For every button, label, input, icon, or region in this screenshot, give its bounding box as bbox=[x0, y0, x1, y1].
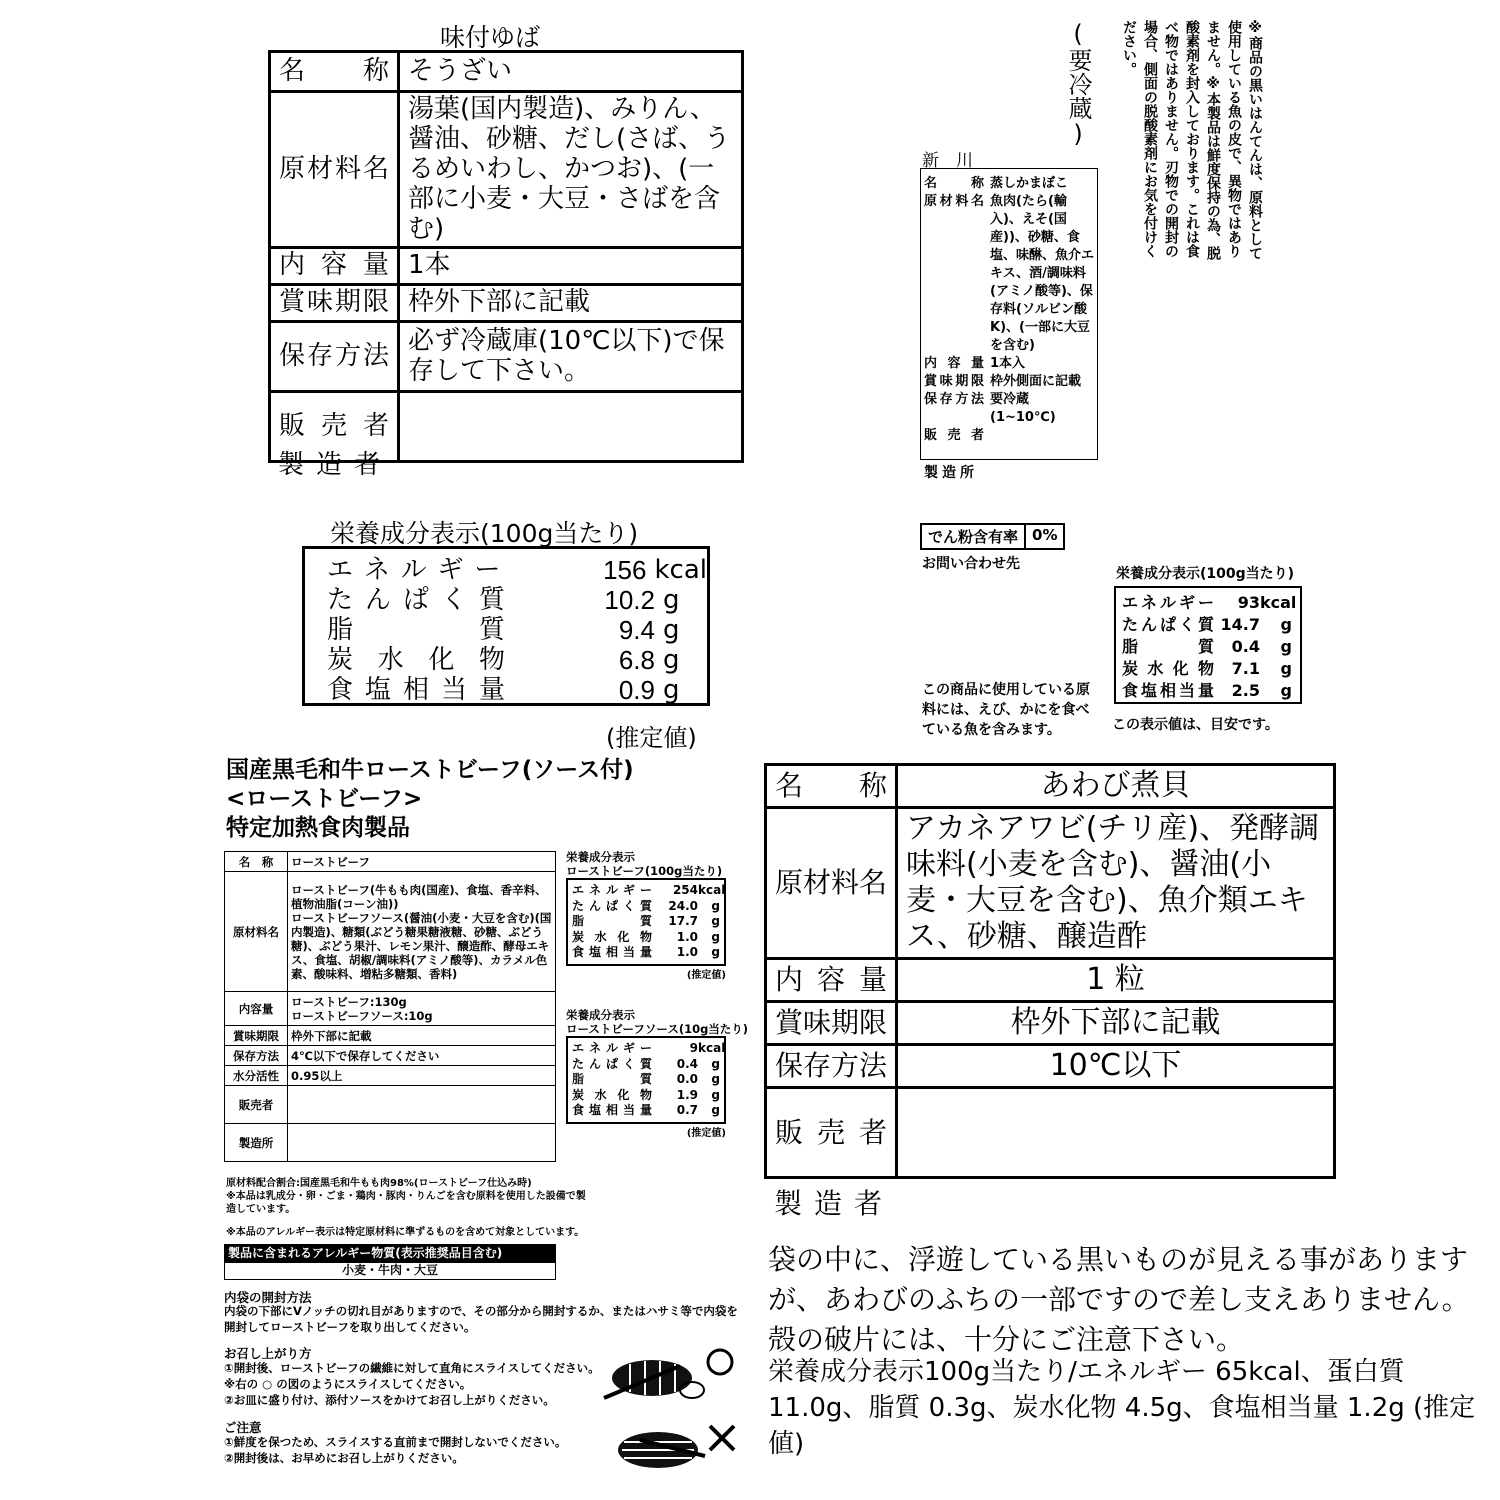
nutrient-unit: g bbox=[711, 1087, 720, 1102]
label-value: 湯葉(国内製造)、みりん、醤油、砂糖、だし(さば、うるめいわし、かつお)、(一部に小麦・大豆・さばを含む) bbox=[399, 92, 743, 248]
nutrient-value: 156 bbox=[603, 555, 647, 585]
label-row bbox=[270, 285, 743, 322]
nutrient-value: 6.8 bbox=[618, 645, 655, 675]
label-value: 要冷蔵(1~10℃) bbox=[990, 392, 1056, 425]
roastbeef-title-line: <ローストビーフ> bbox=[226, 786, 423, 812]
label-row bbox=[225, 992, 556, 1026]
label-key: 内容量 bbox=[270, 248, 399, 285]
label-value: 10℃以下 bbox=[897, 1045, 1335, 1088]
nutrient-value: 0.4 bbox=[1231, 637, 1260, 656]
label-row bbox=[270, 248, 743, 285]
nutrient-name: たんぱく質 bbox=[572, 1056, 652, 1071]
yuba-maker-label: 製造者 bbox=[278, 450, 393, 480]
kamaboko-nutrition-table bbox=[1114, 586, 1302, 704]
nutrition-row bbox=[327, 615, 707, 645]
nutrient-value: 0.0 bbox=[676, 1072, 698, 1086]
nutrition-row bbox=[327, 555, 707, 585]
kamaboko-label-box bbox=[920, 168, 1098, 460]
label-key: 内容量 bbox=[766, 959, 897, 1002]
roastbeef-nutrition-block bbox=[566, 850, 726, 981]
label-row bbox=[766, 1002, 1335, 1045]
nutrition-row bbox=[327, 645, 707, 675]
roastbeef-nutrition-table bbox=[566, 878, 726, 966]
nutrition-row bbox=[1122, 592, 1297, 614]
nutrient-name: 食塩相当量 bbox=[327, 675, 505, 705]
nutrient-name: 炭水化物 bbox=[572, 1087, 652, 1102]
nutrition-row bbox=[1122, 680, 1294, 702]
nutrient-value: 93 bbox=[1237, 593, 1260, 612]
nutrient-value: 254 bbox=[672, 883, 698, 897]
label-row bbox=[924, 175, 1094, 193]
label-value: ローストビーフ(牛もも肉(国産)、食塩、香辛料、植物油脂(コーン油)) ローストビーフソース(醤油(小麦・大豆を含む)(国内製造)、糖類(ぶどう糖果糖液糖、砂糖、ぶどう糖)、ぶどう果汁、レモン果汁、醸造酢、酵母エキス、食塩、胡椒/調味料(アミノ酸等)、カラメル色素、酸味料、増粘多糖類、香料) bbox=[288, 872, 556, 992]
label-key: 販売者 bbox=[924, 428, 984, 443]
nutrition-row bbox=[572, 1088, 720, 1104]
nutrient-unit: g bbox=[1280, 659, 1292, 678]
label-row bbox=[270, 92, 743, 248]
label-value: ローストビーフ bbox=[288, 852, 556, 872]
label-key: 名 称 bbox=[766, 765, 897, 808]
nutrient-name: 食塩相当量 bbox=[572, 945, 652, 959]
kamaboko-display-note: この表示値は、目安です。 bbox=[1112, 717, 1279, 733]
nutrition-row bbox=[572, 883, 726, 899]
nutrition-row bbox=[327, 675, 707, 705]
label-row bbox=[225, 1046, 556, 1066]
kamaboko-brand: 新 川 bbox=[922, 151, 973, 171]
label-value: 枠外下部に記載 bbox=[897, 1002, 1335, 1045]
label-row bbox=[270, 322, 743, 392]
correct-slice-icon bbox=[600, 1346, 740, 1406]
nutrient-unit: g bbox=[663, 645, 680, 675]
nutrition-row bbox=[572, 945, 720, 961]
nutrient-unit: g bbox=[711, 914, 720, 928]
kamaboko-allergy-note: この商品に使用している原料には、えび、かにを食べている魚を含みます。 bbox=[922, 682, 1090, 738]
nutrient-unit: g bbox=[711, 929, 720, 944]
nutrient-unit: g bbox=[663, 675, 680, 705]
label-value: 1本 bbox=[399, 248, 743, 285]
label-key: 保存方法 bbox=[766, 1045, 897, 1088]
open-method-heading: 内袋の開封方法 bbox=[224, 1290, 312, 1305]
nutrient-name: 脂質 bbox=[572, 1072, 652, 1086]
label-row bbox=[766, 1045, 1335, 1088]
nutrient-name: 脂質 bbox=[1122, 637, 1214, 656]
nutrition-row bbox=[1122, 658, 1294, 680]
label-row bbox=[225, 1124, 556, 1162]
nutrition-row bbox=[572, 899, 720, 915]
label-value: アカネアワビ(チリ産)、発酵調味料(小麦を含む)、醤油(小麦・大豆を含む)、魚介類エキス、砂糖、醸造酢 bbox=[897, 808, 1335, 959]
nutrient-unit: g bbox=[1280, 681, 1292, 700]
nutrient-unit: kcal bbox=[1260, 593, 1297, 612]
nutrition-row bbox=[572, 1041, 726, 1057]
nutrient-unit: kcal bbox=[654, 555, 707, 585]
label-value: 枠外下部に記載 bbox=[288, 1026, 556, 1046]
nutrient-name: たんぱく質 bbox=[572, 898, 652, 913]
label-row bbox=[766, 959, 1335, 1002]
kamaboko-starch-box bbox=[920, 523, 1065, 550]
nutrient-name: エネルギー bbox=[572, 1041, 652, 1055]
label-row bbox=[225, 1086, 556, 1124]
sauce-nutrition-block bbox=[566, 1008, 748, 1139]
nutrient-name: 食塩相当量 bbox=[572, 1103, 652, 1117]
nutrient-name: たんぱく質 bbox=[1122, 615, 1214, 634]
sauce-nutrition-table bbox=[566, 1036, 726, 1124]
roastbeef-blend-note: 原材料配合割合:国産黒毛和牛もも肉98%(ローストビーフ仕込み時) ※本品は乳成分・卵・ごま・鶏肉・豚肉・りんごを含む原料を使用した設備で製造しています。 bbox=[226, 1178, 586, 1215]
nutrient-value: 0.7 bbox=[676, 1103, 698, 1117]
yuba-nutrition-table bbox=[302, 546, 710, 706]
label-key: 販売者 bbox=[225, 1086, 288, 1124]
nutrition-row bbox=[572, 930, 720, 946]
roastbeef-allergy-scope: ※本品のアレルギー表示は特定原材料に準ずるものを含めて対象としています。 bbox=[226, 1227, 585, 1238]
open-method-text: 内袋の下部にVノッチの切れ目がありますので、その部分から開封するか、またはハサミ等で内袋を開封してローストビーフを取り出してください。 bbox=[224, 1304, 738, 1334]
nutrition-row bbox=[572, 1103, 720, 1119]
label-value: 4℃以下で保存してください bbox=[288, 1046, 556, 1066]
nutrient-unit: g bbox=[711, 1103, 720, 1117]
label-row bbox=[924, 391, 1094, 427]
label-row bbox=[270, 52, 743, 92]
label-key: 原材料名 bbox=[225, 872, 288, 992]
roastbeef-label-table bbox=[224, 851, 556, 1162]
label-row bbox=[924, 193, 1094, 355]
label-row bbox=[225, 1026, 556, 1046]
label-value bbox=[288, 1124, 556, 1162]
label-key: 販売者 bbox=[766, 1088, 897, 1178]
serving-text: ①開封後、ローストビーフの繊維に対して直角にスライスしてください。※右の ○ の図のようにスライスしてください。 ②お皿に盛り付け、添付ソースをかけてお召し上がりください。 bbox=[224, 1361, 600, 1407]
nutrient-value: 1.9 bbox=[676, 1087, 698, 1102]
label-value: ローストビーフ:130g ローストビーフソース:10g bbox=[288, 992, 556, 1026]
label-value: 1 粒 bbox=[897, 959, 1335, 1002]
nutrient-name: エネルギー bbox=[327, 555, 501, 585]
roastbeef-allergy-heading: 製品に含まれるアレルギー物質(表示推奨品目含む) bbox=[224, 1244, 556, 1262]
label-key: 保存方法 bbox=[924, 392, 984, 407]
caution-heading: ご注意 bbox=[224, 1420, 262, 1435]
kamaboko-plant-label: 製造所 bbox=[924, 465, 978, 481]
nutrient-unit: g bbox=[663, 585, 680, 615]
kamaboko-caution-note: ※商品の黒いはんてんは、原料として使用している魚の皮で、異物ではありません。※本製品は鮮度保持の為、脱酸素剤を封入しております。これは食べ物ではありません。刃物での開封の場合、側面の脱酸素剤にお気を付けください。 bbox=[1121, 20, 1263, 260]
nutrient-unit: g bbox=[711, 1056, 720, 1071]
nutrient-unit: g bbox=[1280, 637, 1292, 656]
nutrient-name: 脂質 bbox=[327, 615, 505, 645]
roastbeef-nutrition-title: 栄養成分表示 ローストビーフ(100g当たり) bbox=[566, 850, 723, 878]
label-key: 内容量 bbox=[225, 992, 288, 1026]
nutrient-unit: kcal bbox=[698, 1041, 726, 1055]
awabi-notice: 袋の中に、浮遊している黒いものが見える事がありますが、あわびのふちの一部ですので差し支えありません。殻の破片には、十分にご注意下さい。 bbox=[768, 1243, 1470, 1356]
awabi-nutrition-text: 栄養成分表示100g当たり/エネルギー 65kcal、蛋白質 11.0g、脂質 0.3g、炭水化物 4.5g、食塩相当量 1.2g (推定値) bbox=[768, 1357, 1476, 1459]
label-value: 蒸しかまぼこ bbox=[990, 176, 1069, 191]
nutrient-name: たんぱく質 bbox=[327, 585, 505, 615]
wrong-slice-icon bbox=[610, 1420, 740, 1475]
label-key: 保存方法 bbox=[225, 1046, 288, 1066]
yuba-nutrition-title: 栄養成分表示(100g当たり) bbox=[330, 519, 639, 548]
roastbeef-title-line: 国産黒毛和牛ローストビーフ(ソース付) bbox=[226, 757, 634, 783]
yuba-estimate-note: (推定値) bbox=[606, 724, 697, 752]
nutrient-unit: g bbox=[711, 898, 720, 913]
label-row bbox=[924, 373, 1094, 391]
label-value: 1本入 bbox=[990, 356, 1026, 371]
label-key: 保存方法 bbox=[270, 322, 399, 392]
label-key: 名称 bbox=[924, 176, 984, 191]
nutrient-name: 食塩相当量 bbox=[1122, 681, 1214, 700]
nutrition-row bbox=[1122, 614, 1294, 636]
nutrient-value: 1.0 bbox=[676, 929, 698, 944]
label-key: 水分活性 bbox=[225, 1066, 288, 1086]
kamaboko-inquiry-label: お問い合わせ先 bbox=[922, 556, 1020, 572]
label-value: そうざい bbox=[399, 52, 743, 92]
nutrition-row bbox=[327, 585, 707, 615]
label-value: 枠外下部に記載 bbox=[399, 285, 743, 322]
nutrient-value: 9.4 bbox=[618, 615, 655, 645]
nutrient-value: 24.0 bbox=[668, 898, 698, 913]
label-key: 賞味期限 bbox=[225, 1026, 288, 1046]
nutrient-value: 17.7 bbox=[668, 914, 698, 928]
label-value: 必ず冷蔵庫(10℃以下)で保存して下さい。 bbox=[399, 322, 743, 392]
nutrient-unit: g bbox=[663, 615, 680, 645]
nutrition-row bbox=[1122, 636, 1294, 658]
label-key: 名 称 bbox=[225, 852, 288, 872]
nutrient-unit: g bbox=[711, 945, 720, 959]
sauce-nutrition-title: 栄養成分表示 ローストビーフソース(10g当たり) bbox=[566, 1008, 749, 1036]
starch-label: でん粉含有率 bbox=[928, 528, 1019, 546]
roastbeef-allergy-items: 小麦・牛肉・大豆 bbox=[224, 1262, 556, 1280]
nutrient-name: 脂質 bbox=[572, 914, 652, 928]
nutrient-name: 炭水化物 bbox=[327, 645, 505, 675]
label-row bbox=[766, 765, 1335, 808]
label-value: 魚肉(たら(輸入)、えそ(国産))、砂糖、食塩、味醂、魚介エキス、酒/調味料(アミノ酸等)、保存料(ソルビン酸K)、(一部に大豆を含む) bbox=[990, 194, 1095, 353]
nutrient-value: 0.4 bbox=[676, 1056, 698, 1071]
label-row bbox=[225, 1066, 556, 1086]
label-row bbox=[225, 872, 556, 992]
nutrient-name: 炭水化物 bbox=[1122, 659, 1214, 678]
nutrient-value: 7.1 bbox=[1231, 659, 1260, 678]
label-value bbox=[288, 1086, 556, 1124]
roastbeef-title bbox=[226, 756, 634, 843]
label-value: 枠外側面に記載 bbox=[990, 374, 1082, 389]
label-key: 原材料名 bbox=[270, 92, 399, 248]
nutrient-unit: kcal bbox=[698, 883, 726, 897]
nutrient-value: 1.0 bbox=[676, 945, 698, 959]
label-key: 名 称 bbox=[270, 52, 399, 92]
label-row bbox=[766, 1088, 1335, 1178]
nutrient-value: 0.9 bbox=[618, 675, 655, 705]
nutrient-value: 2.5 bbox=[1231, 681, 1260, 700]
nutrient-unit: g bbox=[1280, 615, 1292, 634]
awabi-label-table bbox=[764, 763, 1336, 1179]
nutrient-name: エネルギー bbox=[572, 883, 652, 897]
label-value: 0.95以上 bbox=[288, 1066, 556, 1086]
serving-heading: お召し上がり方 bbox=[224, 1346, 312, 1361]
label-key: 販売者 bbox=[270, 392, 399, 462]
yuba-label-table bbox=[268, 50, 744, 463]
roastbeef-estimate-note: (推定値) bbox=[686, 969, 726, 981]
nutrient-name: エネルギー bbox=[1122, 593, 1214, 612]
yuba-title: 味付ゆば bbox=[440, 23, 541, 52]
nutrition-row bbox=[572, 1072, 720, 1088]
caution-text: ①鮮度を保つため、スライスする直前まで開封しないでください。 ②開封後は、お早めにお召し上がりください。 bbox=[224, 1435, 567, 1465]
nutrient-unit: g bbox=[711, 1072, 720, 1086]
nutrition-row bbox=[572, 914, 720, 930]
starch-value: 0% bbox=[1024, 525, 1063, 548]
label-value bbox=[897, 1088, 1335, 1178]
nutrient-value: 10.2 bbox=[604, 585, 655, 615]
label-row bbox=[924, 427, 1094, 445]
kamaboko-nutrition-title: 栄養成分表示(100g当たり) bbox=[1116, 566, 1295, 582]
nutrient-value: 14.7 bbox=[1220, 615, 1260, 634]
label-key: 賞味期限 bbox=[924, 374, 984, 389]
label-row bbox=[924, 355, 1094, 373]
sauce-estimate-note: (推定値) bbox=[686, 1127, 726, 1139]
nutrition-row bbox=[572, 1057, 720, 1073]
label-key: 賞味期限 bbox=[270, 285, 399, 322]
label-value: あわび煮貝 bbox=[897, 765, 1335, 808]
nutrient-name: 炭水化物 bbox=[572, 929, 652, 944]
label-key: 原材料名 bbox=[924, 194, 984, 209]
awabi-maker-label: 製造者 bbox=[774, 1187, 895, 1220]
label-row bbox=[766, 808, 1335, 959]
nutrient-value: 9 bbox=[689, 1041, 698, 1055]
roastbeef-title-line: 特定加熱食肉製品 bbox=[226, 815, 410, 841]
label-key: 内容量 bbox=[924, 356, 984, 371]
label-row bbox=[225, 852, 556, 872]
label-key: 製造所 bbox=[225, 1124, 288, 1162]
label-value bbox=[399, 392, 743, 462]
label-key: 原材料名 bbox=[766, 808, 897, 959]
kamaboko-refrigerate-note: (要冷蔵) bbox=[1064, 20, 1092, 148]
label-key: 賞味期限 bbox=[766, 1002, 897, 1045]
